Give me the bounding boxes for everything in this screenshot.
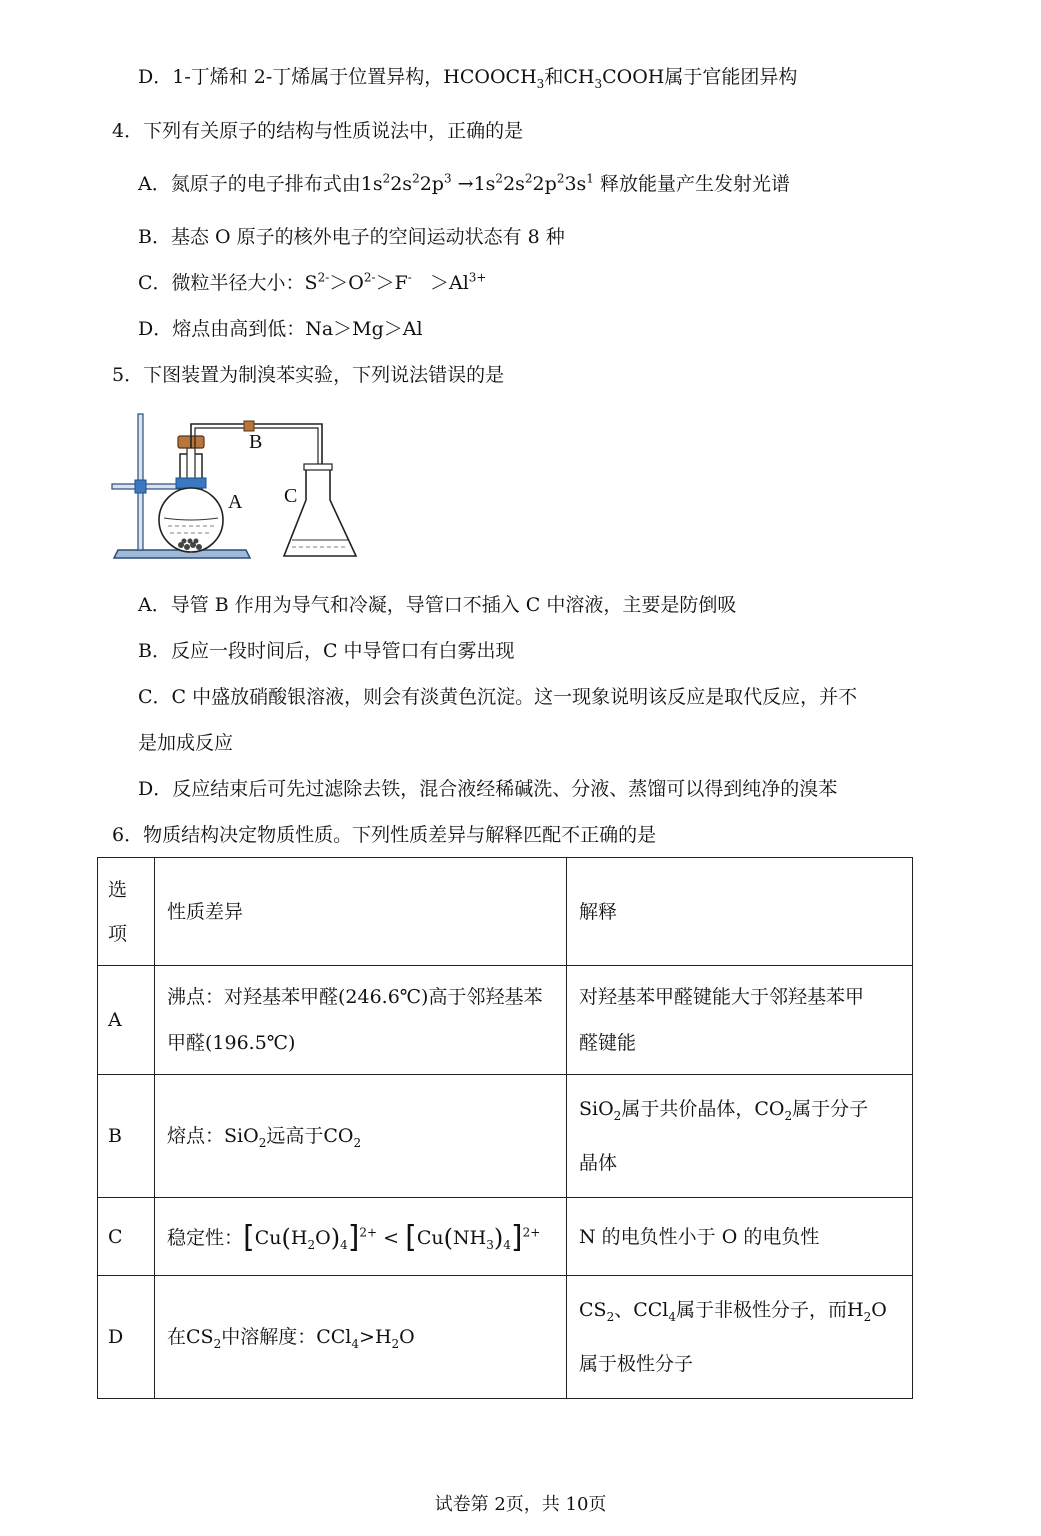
row-c-difference [155, 1198, 567, 1276]
subscript: 4 [668, 1309, 677, 1324]
row-b-explanation-line2: 晶体 [579, 1152, 618, 1174]
q6-stem: 6．物质结构决定物质性质。下列性质差异与解释匹配不正确的是 [112, 824, 657, 846]
formula-co2: CO [323, 1125, 354, 1147]
subscript: 2 [213, 1336, 222, 1351]
neck-clamp [176, 478, 206, 488]
q5-option-c-line1: C．C 中盛放硝酸银溶液，则会有淡黄色沉淀。这一现象说明该反应是取代反应，并不 [138, 686, 858, 708]
greater-than: ＞ [429, 272, 449, 294]
orbital: 1s [473, 173, 496, 195]
superscript: 2 [524, 171, 533, 186]
row-c-explanation: N 的电负性小于 O 的电负性 [567, 1198, 913, 1276]
row-d-mid: 中溶解度： [221, 1326, 317, 1348]
formula-h2o: >H [359, 1326, 392, 1348]
formula-sio2: SiO [224, 1125, 259, 1147]
q5-stem: 5．下图装置为制溴苯实验，下列说法错误的是 [112, 364, 505, 386]
tube-connector [244, 421, 254, 431]
subscript: 2 [391, 1336, 400, 1351]
bromobenzene-apparatus-diagram [108, 410, 368, 570]
arrow-icon: → [457, 173, 474, 195]
subscript: 2 [606, 1309, 615, 1324]
row-c-option: C [98, 1198, 155, 1276]
row-a-difference-line2: 甲醛(196.5℃) [167, 1032, 296, 1054]
header-difference: 性质差异 [155, 858, 567, 966]
formula-cu: Cu [254, 1227, 282, 1249]
ion-o: O [348, 272, 364, 294]
row-a-option: A [98, 966, 155, 1075]
row-a-explanation-line1: 对羟基苯甲醛键能大于邻羟基苯甲 [579, 986, 865, 1008]
formula-h: H [847, 1299, 864, 1321]
conical-flask-c [284, 466, 356, 556]
formula-nh3: NH [453, 1227, 487, 1249]
q4-option-a-suffix: 释放能量产生发射光谱 [599, 173, 790, 195]
row-b-explanation [567, 1075, 913, 1198]
q5-option-d: D．反应结束后可先过滤除去铁，混合液经稀碱洗、分液、蒸馏可以得到纯净的溴苯 [138, 778, 838, 800]
ion-f: F [394, 272, 408, 294]
header-option [98, 858, 155, 966]
paren: ) [493, 1224, 504, 1252]
superscript: 2- [317, 270, 330, 285]
table-row [98, 1198, 913, 1276]
superscript: 2+ [359, 1225, 378, 1240]
ion-s: S [304, 272, 318, 294]
row-d-option: D [98, 1276, 155, 1399]
header-explanation: 解释 [567, 858, 913, 966]
row-c-prefix: 稳定性： [167, 1227, 244, 1249]
formula-ccl4: CCl [316, 1326, 352, 1348]
superscript: 1 [586, 171, 594, 186]
formula-co2: CO [754, 1098, 785, 1120]
label-b: B [249, 431, 263, 453]
row-a-explanation-line2: 醛键能 [579, 1032, 637, 1054]
row-d-difference [155, 1276, 567, 1399]
subscript: 2 [613, 1108, 622, 1123]
q4-option-c [138, 270, 487, 296]
formula-o: O [399, 1326, 415, 1348]
superscript: - [407, 270, 412, 285]
row-b-difference [155, 1075, 567, 1198]
greater-than: ＞ [329, 272, 349, 294]
label-a: A [228, 491, 243, 513]
subscript: 2 [863, 1309, 872, 1324]
row-b-option: B [98, 1075, 155, 1198]
formula-o: O [871, 1299, 887, 1321]
subscript: 2 [784, 1108, 793, 1123]
orbital: 2s [390, 173, 413, 195]
table-row [98, 1075, 913, 1198]
q3-option-d-prefix: D．1-丁烯和 2-丁烯属于位置异构， [138, 66, 444, 88]
q4-option-a [138, 171, 790, 197]
row-b-mid: 远高于 [266, 1125, 324, 1147]
orbital: 2s [503, 173, 525, 195]
bracket: [ [243, 1220, 255, 1255]
superscript: 3 [443, 171, 452, 186]
orbital: 3s [564, 173, 587, 195]
formula-ch3cooh: CH [563, 66, 595, 88]
formula-h: H [290, 1227, 308, 1249]
superscript: 2 [556, 171, 565, 186]
subscript: 3 [486, 1237, 494, 1252]
row-a-explanation [567, 966, 913, 1075]
separator: 、 [614, 1299, 634, 1321]
orbital: 2p [532, 173, 557, 195]
row-d-explanation-mid: 属于非极性分子，而 [676, 1299, 848, 1321]
q3-option-d [138, 64, 797, 90]
orbital: 2p [419, 173, 444, 195]
paren: ( [443, 1224, 454, 1252]
formula-cs2: CS [186, 1326, 214, 1348]
formula-sio2: SiO [579, 1098, 614, 1120]
formula-cs2: CS [579, 1299, 607, 1321]
formula-cu: Cu [416, 1227, 444, 1249]
row-b-prefix: 熔点： [167, 1125, 225, 1147]
subscript: 2 [353, 1135, 362, 1150]
subscript: 2 [307, 1237, 316, 1252]
bracket: ] [347, 1220, 360, 1255]
row-d-explanation [567, 1276, 913, 1399]
subscript: 3 [536, 76, 545, 91]
bracket: [ [405, 1220, 417, 1255]
q4-option-b: B．基态 O 原子的核外电子的空间运动状态有 8 种 [138, 226, 565, 248]
formula-o: O [315, 1227, 331, 1249]
page-footer: 试卷第 2页，共 10页 [434, 1494, 607, 1515]
subscript: 4 [340, 1237, 348, 1252]
paren: ( [281, 1224, 291, 1252]
header-option-line1: 选 [108, 878, 128, 901]
row-d-explanation-line2: 属于极性分子 [579, 1353, 694, 1375]
row-a-difference [155, 966, 567, 1075]
table-header-row [98, 858, 913, 966]
superscript: 2 [382, 171, 391, 186]
flask-rim [304, 464, 332, 470]
label-c: C [284, 485, 298, 507]
orbital: 1s [360, 173, 383, 195]
subscript: 4 [351, 1336, 360, 1351]
subscript: 3 [594, 76, 603, 91]
property-table [97, 857, 913, 1399]
clamp-boss [135, 480, 146, 493]
row-a-difference-line1: 沸点：对羟基苯甲醛(246.6℃)高于邻羟基苯 [167, 986, 543, 1008]
superscript: 2 [412, 171, 420, 186]
greater-than: ＞ [375, 272, 395, 294]
bracket: ] [510, 1220, 523, 1255]
formula-ccl4: CCl [633, 1299, 669, 1321]
paren: ) [330, 1224, 341, 1252]
q5-option-c-line2: 是加成反应 [138, 732, 234, 754]
formula-hcooch3: HCOOCH [443, 66, 537, 88]
q5-option-a: A．导管 B 作用为导气和冷凝，导管口不插入 C 中溶液，主要是防倒吸 [138, 594, 737, 616]
q4-option-a-prefix: A．氮原子的电子排布式由 [138, 173, 361, 195]
superscript: 3+ [468, 270, 487, 285]
q4-option-d: D．熔点由高到低：Na＞Mg＞Al [138, 318, 423, 340]
less-than: < [383, 1227, 400, 1249]
q3-option-d-suffix: 属于官能团异构 [664, 66, 798, 88]
header-option-line2: 项 [108, 922, 128, 945]
subscript: 2 [258, 1135, 267, 1150]
row-b-explanation-suffix: 属于分子 [792, 1098, 869, 1120]
subscript: 4 [503, 1237, 511, 1252]
q4-option-c-prefix: C．微粒半径大小： [138, 272, 305, 294]
text-and: 和 [544, 66, 564, 88]
table-row [98, 1276, 913, 1399]
row-d-prefix: 在 [167, 1326, 187, 1348]
superscript: 2- [363, 270, 376, 285]
ion-al: Al [448, 272, 469, 294]
superscript: 2+ [522, 1225, 541, 1240]
formula-part: COOH [602, 66, 665, 88]
superscript: 2 [495, 171, 504, 186]
q5-option-b: B．反应一段时间后，C 中导管口有白雾出现 [138, 640, 515, 662]
row-b-explanation-mid: 属于共价晶体， [621, 1098, 755, 1120]
table-row [98, 966, 913, 1075]
q4-stem: 4．下列有关原子的结构与性质说法中，正确的是 [112, 120, 524, 142]
